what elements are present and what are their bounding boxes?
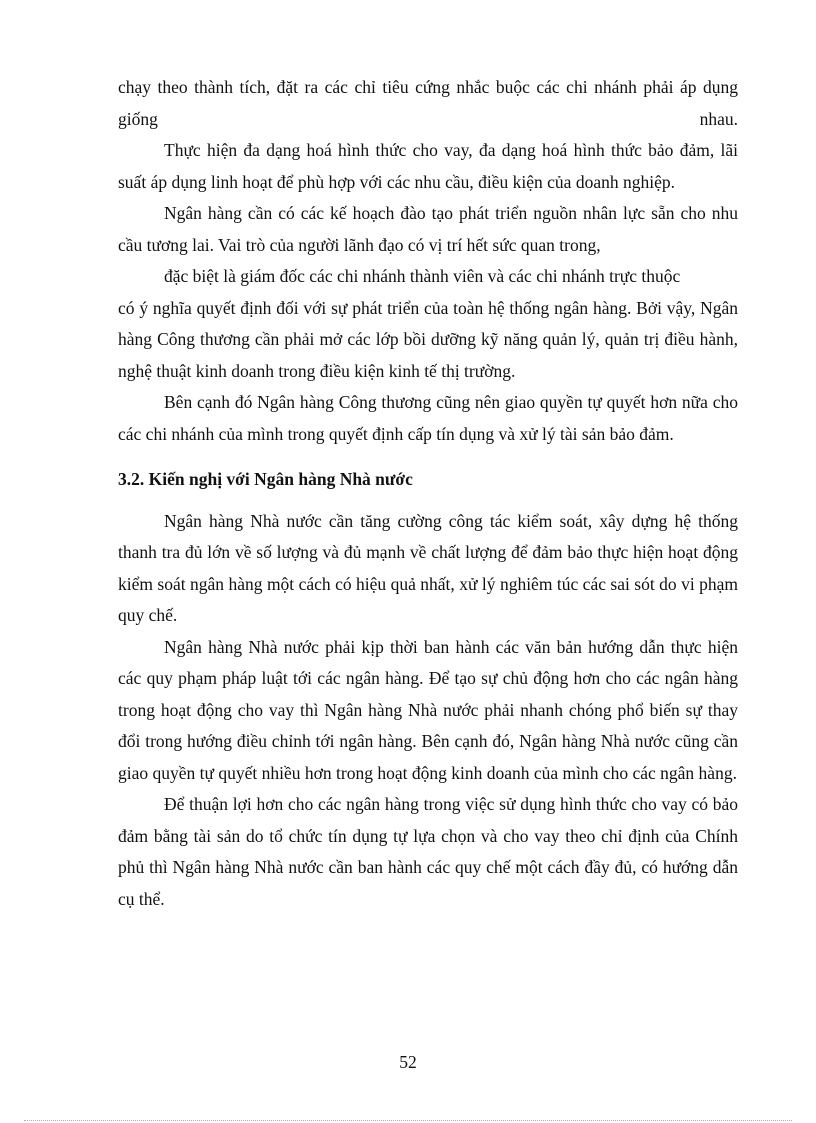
paragraph: Thực hiện đa dạng hoá hình thức cho vay, đa dạng hoá hình thức bảo đảm, lãi suất áp dụng linh hoạt để phù hợp với các nhu cầu, điều kiện của doanh nghiệp.	[118, 140, 738, 192]
body-text	[118, 72, 738, 915]
paragraph: Ngân hàng Nhà nước cần tăng cường công tác kiểm soát, xây dựng hệ thống thanh tra đủ lớn về số lượng và đủ mạnh về chất lượng để đảm bảo thực hiện hoạt động kiểm soát ngân hàng một cách có hiệu quả nhất, xử lý nghiêm túc các sai sót do vi phạm quy chế.	[118, 510, 738, 625]
paragraph: Ngân hàng Nhà nước phải kịp thời ban hành các văn bản hướng dẫn thực hiện các quy phạm pháp luật tới các ngân hàng. Để tạo sự chủ động hơn cho các ngân hàng trong hoạt động cho vay thì Ngân hàng Nhà nước phải nhanh chóng phổ biến sự thay đổi trong hướng điều chỉnh tới ngân hàng. Bên cạnh đó, Ngân hàng Nhà nước cũng cần giao quyền tự quyết nhiều hơn trong hoạt động kinh doanh của mình cho các ngân hàng.	[118, 636, 738, 783]
paragraph: đặc biệt là giám đốc các chi nhánh thành viên và các chi nhánh trực thuộc	[164, 266, 681, 286]
paragraph: Bên cạnh đó Ngân hàng Công thương cũng nên giao quyền tự quyết hơn nữa cho các chi nhánh của mình trong quyết định cấp tín dụng và xử lý tài sản bảo đảm.	[118, 392, 738, 444]
paragraph: Để thuận lợi hơn cho các ngân hàng trong việc sử dụng hình thức cho vay có bảo đảm bằng tài sản do tổ chức tín dụng tự lựa chọn và cho vay theo chỉ định của Chính phủ thì Ngân hàng Nhà nước cần ban hành các quy chế một cách đầy đủ, có hướng dẫn cụ thể.	[118, 794, 738, 909]
page-number: 52	[399, 1052, 417, 1072]
paragraph: có ý nghĩa quyết định đối với sự phát triển của toàn hệ thống ngân hàng. Bởi vậy, Ngân hàng Công thương cần phải mở các lớp bồi dưỡng kỹ năng quản lý, quản trị điều hành, nghệ thuật kinh doanh trong điều kiện kinh tế thị trường.	[118, 297, 738, 381]
footer-divider	[24, 1120, 792, 1121]
paragraph: Ngân hàng cần có các kế hoạch đào tạo phát triển nguồn nhân lực sẵn cho nhu cầu tương lai. Vai trò của người lãnh đạo có vị trí hết sức quan trong,	[118, 203, 738, 255]
paragraph: chạy theo thành tích, đặt ra các chỉ tiêu cứng nhắc buộc các chi nhánh phải áp dụng giống nhau.	[118, 77, 738, 129]
section-heading: 3.2. Kiến nghị với Ngân hàng Nhà nước	[118, 469, 413, 489]
